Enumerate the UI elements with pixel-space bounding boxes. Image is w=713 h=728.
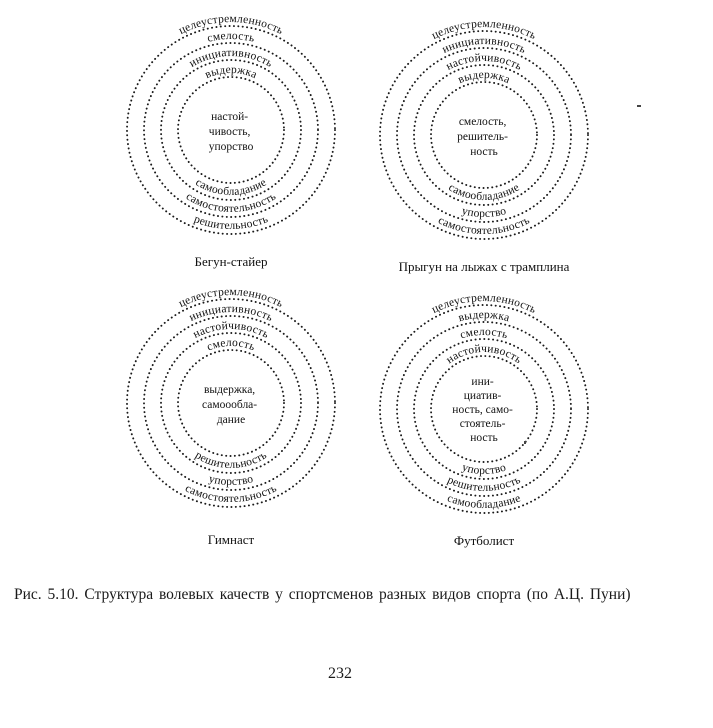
ring-label: упорство [460, 205, 508, 221]
ring-label: самостоятельность [183, 190, 279, 215]
core-label: выдержка, самоообла- дание [202, 384, 258, 426]
scan-speck [524, 441, 526, 444]
ring-label: выдержка [456, 68, 512, 87]
figure-caption: Рис. 5.10. Структура волевых качеств у спортсменов разных видов спорта (по А.Ц. Пуни) [14, 586, 631, 603]
ring-label: настойчивость [444, 342, 524, 367]
ring-label: целеустремленность [176, 12, 286, 38]
core-label: настой- чивость, упорство [208, 111, 254, 153]
ring-label: смелость [205, 336, 257, 354]
diagram-runner [123, 13, 339, 234]
ring-label: инициативность [187, 302, 275, 324]
ring-label: самообладание [445, 492, 523, 512]
ring-label: решительность [192, 449, 270, 472]
ring-label: решительность [445, 473, 523, 495]
svg-text:упорство [207, 473, 254, 488]
svg-text:решительность [192, 213, 269, 232]
svg-text:настойчивость [444, 343, 524, 366]
ring-label: смелость [206, 29, 256, 45]
svg-text:упорство [460, 205, 507, 220]
ring-label: целеустремленность [429, 291, 539, 317]
ring-label: упорство [207, 473, 255, 489]
ring-label: самостоятельность [183, 482, 279, 506]
diagram-title: Гимнаст [207, 532, 255, 547]
ring-label: инициативность [440, 34, 528, 56]
ring-label: выдержка [457, 308, 511, 325]
diagram-title: Футболист [453, 533, 515, 548]
ring-label: настойчивость [191, 319, 271, 341]
ring-label: самостоятельность [436, 214, 532, 238]
diagram-footballer [376, 292, 592, 513]
diagram-title: Бегун-стайер [194, 254, 268, 269]
diagram-gymnast [123, 286, 339, 507]
svg-text:упорство [460, 461, 507, 477]
svg-text:смелость [205, 337, 256, 353]
scan-speck [637, 105, 641, 107]
ring-label: целеустремленность [176, 285, 286, 311]
ring-label: решительность [192, 213, 270, 233]
ring-label: самообладание [446, 181, 522, 204]
ring-label: целеустремленность [429, 17, 539, 43]
svg-text:выдержка [456, 69, 511, 86]
page-number: 232 [328, 665, 352, 682]
core-label: смелость, решитель- ность [457, 116, 508, 158]
ring-label: настойчивость [444, 51, 524, 73]
ring-label: самообладание [193, 176, 269, 199]
ring-label: смелость [458, 325, 510, 342]
ring-label: выдержка [203, 63, 259, 82]
ring-label: инициативность [187, 46, 275, 70]
ring-label: упорство [460, 461, 508, 478]
diagram-title: Прыгун на лыжах с трамплина [398, 259, 570, 274]
svg-text:выдержка [203, 64, 258, 81]
svg-text:настойчивость [444, 52, 524, 73]
core-label: ини- циатив- ность, само- стоятель- ность [452, 376, 513, 444]
diagram-ski-jumper [376, 18, 592, 239]
